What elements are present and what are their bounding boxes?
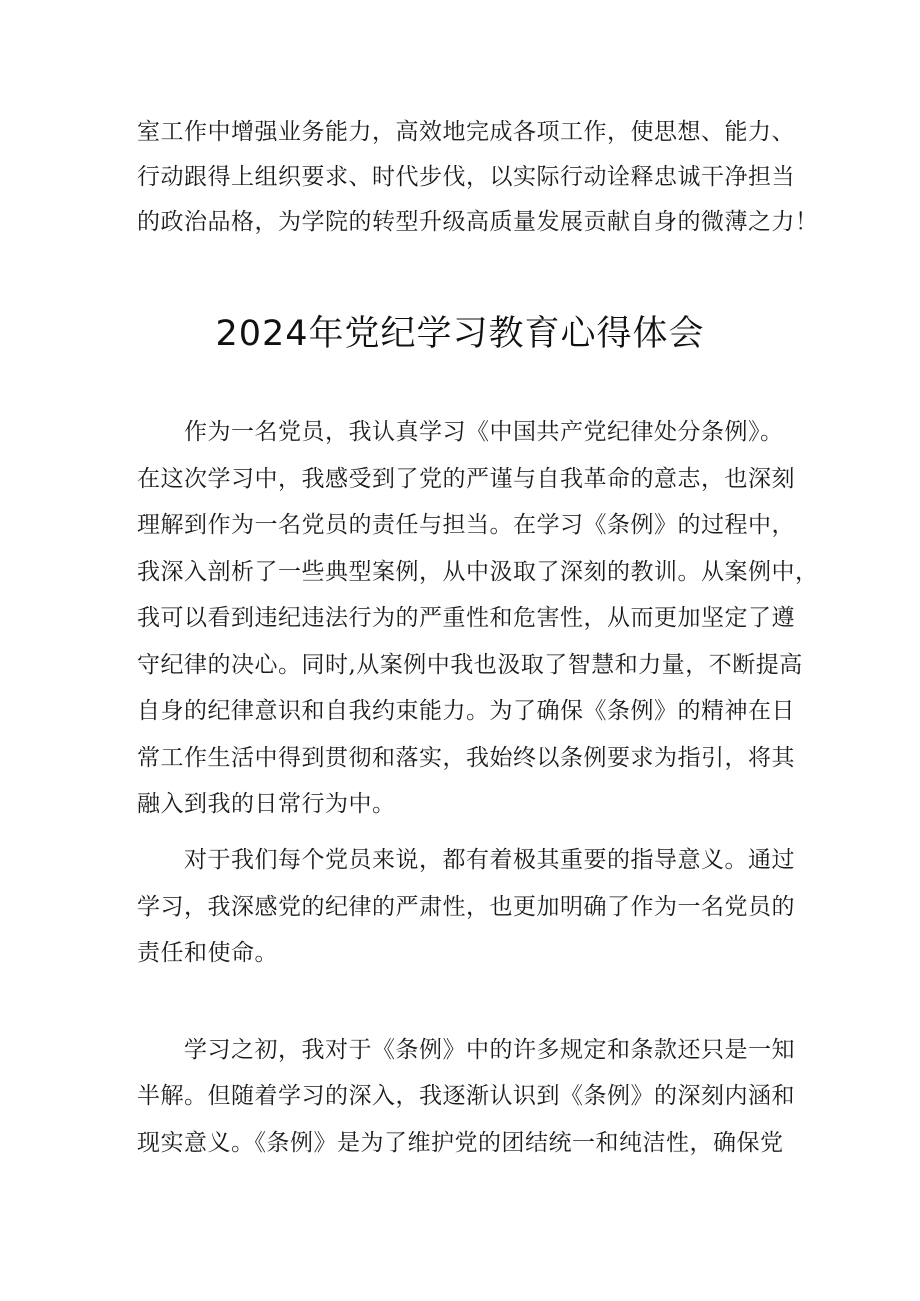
paragraph3-line-1: 学习之初，我对于《条例》中的许多规定和条款还只是一知	[184, 1037, 795, 1063]
paragraph1-line-9: 融入到我的日常行为中。	[137, 791, 396, 817]
intro-line-1: 室工作中增强业务能力，高效地完成各项工作，使思想、能力、	[137, 119, 795, 145]
paragraph1-line-5: 我可以看到违纪违法行为的严重性和危害性，从而更加坚定了遵	[137, 605, 795, 631]
paragraph3-line-3: 现实意义。《条例》是为了维护党的团结统一和纯洁性，确保党	[137, 1130, 784, 1156]
paragraph3-line-2: 半解。但随着学习的深入，我逐渐认识到《条例》的深刻内涵和	[137, 1083, 795, 1109]
paragraph1-line-4: 我深入剖析了一些典型案例，从中汲取了深刻的教训。从案例中，	[137, 559, 819, 585]
document-title: 2024年党纪学习教育心得体会	[215, 314, 705, 354]
paragraph1-line-8: 常工作生活中得到贯彻和落实，我始终以条例要求为指引，将其	[137, 745, 795, 771]
paragraph1-line-7: 自身的纪律意识和自我约束能力。为了确保《条例》的精神在日	[137, 698, 795, 724]
intro-line-2: 行动跟得上组织要求、时代步伐，以实际行动诠释忠诚干净担当	[137, 164, 795, 190]
intro-line-3: 的政治品格，为学院的转型升级高质量发展贡献自身的微薄之力！	[137, 209, 819, 235]
paragraph2-line-2: 学习，我深感党的纪律的严肃性，也更加明确了作为一名党员的	[137, 894, 795, 920]
paragraph2-line-1: 对于我们每个党员来说，都有着极其重要的指导意义。通过	[184, 847, 795, 873]
paragraph1-line-6: 守纪律的决心。同时,从案例中我也汲取了智慧和力量，不断提高	[137, 652, 803, 678]
paragraph1-line-1: 作为一名党员，我认真学习《中国共产党纪律处分条例》。	[184, 419, 784, 445]
paragraph1-line-3: 理解到作为一名党员的责任与担当。在学习《条例》的过程中，	[137, 512, 795, 538]
paragraph1-line-2: 在这次学习中，我感受到了党的严谨与自我革命的意志，也深刻	[137, 466, 795, 492]
paragraph2-line-3: 责任和使命。	[137, 940, 278, 966]
